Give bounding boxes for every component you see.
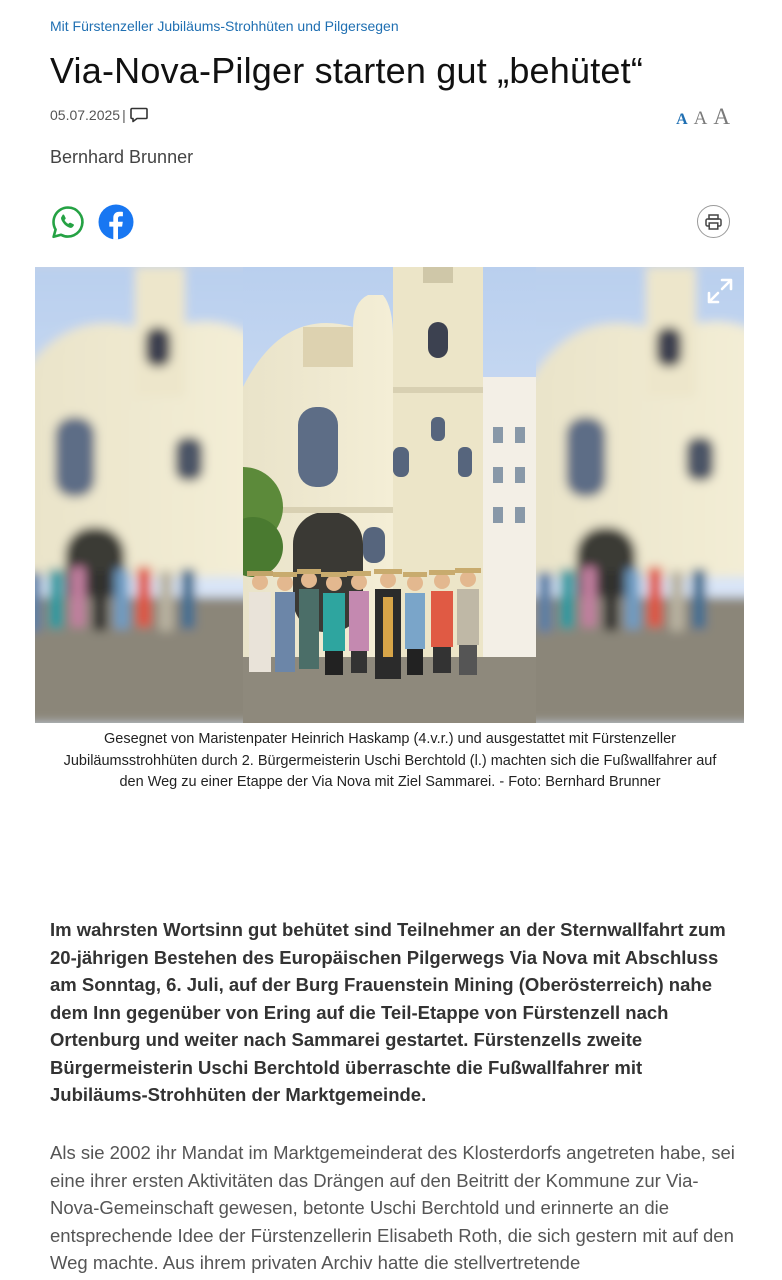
article-kicker: Mit Fürstenzeller Jubiläums-Strohhüten und Pilgersegen: [50, 18, 399, 34]
printer-icon: [705, 214, 722, 230]
font-size-controls: [676, 104, 730, 130]
whatsapp-icon[interactable]: [50, 204, 86, 240]
comment-icon[interactable]: [130, 107, 148, 123]
font-size-small-button[interactable]: A: [676, 111, 688, 128]
article-lead: Im wahrsten Wortsinn gut behütet sind Teilnehmer an der Sternwallfahrt zum 20-jährigen Bestehen des Europäischen Pilgerwegs Via Nova mit Abschluss am Sonntag, 6. Juli, auf der Burg Frauenstein Mining (Oberösterreich) nahe dem Inn gegenüber von Ering auf die Teil-Etappe von Fürstenzell nach Ortenburg und weiter nach Sammarei gestartet. Fürstenzells zweite Bürgermeisterin Uschi Berchtold überraschte die Fußwallfahrer mit Jubiläums-Strohhüten der Marktgemeinde.: [50, 919, 726, 1105]
article-date: 05.07.2025: [50, 107, 121, 123]
meta-separator: |: [122, 107, 126, 123]
print-button[interactable]: [697, 205, 730, 238]
article-meta: [50, 107, 148, 123]
image-caption: Gesegnet von Maristenpater Heinrich Haskamp (4.v.r.) und ausgestattet mit Fürstenzeller Jubiläumsstrohhüten durch 2. Bürgermeisterin Uschi Berchtold (l.) machten sich die Fußwallfahrer auf den Weg zu einer Etappe der Via Nova mit Ziel Sammarei. - Foto: Bernhard Brunner: [63, 731, 717, 790]
share-bar: [50, 204, 134, 240]
article-title: Via-Nova-Pilger starten gut „behütet“: [50, 50, 644, 91]
article-author: Bernhard Brunner: [50, 147, 194, 167]
facebook-icon[interactable]: [98, 204, 134, 240]
image-gallery[interactable]: [35, 267, 744, 723]
font-size-large-button[interactable]: A: [713, 104, 730, 129]
expand-icon[interactable]: [706, 277, 734, 305]
article-paragraph: Als sie 2002 ihr Mandat im Marktgemeinderat des Klosterdorfs angetreten habe, sei eine ihrer ersten Aktivitäten das Drängen auf den Beitritt der Kommune zur Via-Nova-Gemeinschaft gewesen, betonte Uschi Berchtold und erinnerte an die entsprechende Idee der Fürstenzellerin Elisabeth Roth, die sich gestern mit auf den Weg machte. Aus ihrem privaten Archiv hatte die stellvertretende: [50, 1142, 735, 1273]
font-size-medium-button[interactable]: A: [693, 108, 708, 129]
article-photo: [35, 267, 744, 723]
